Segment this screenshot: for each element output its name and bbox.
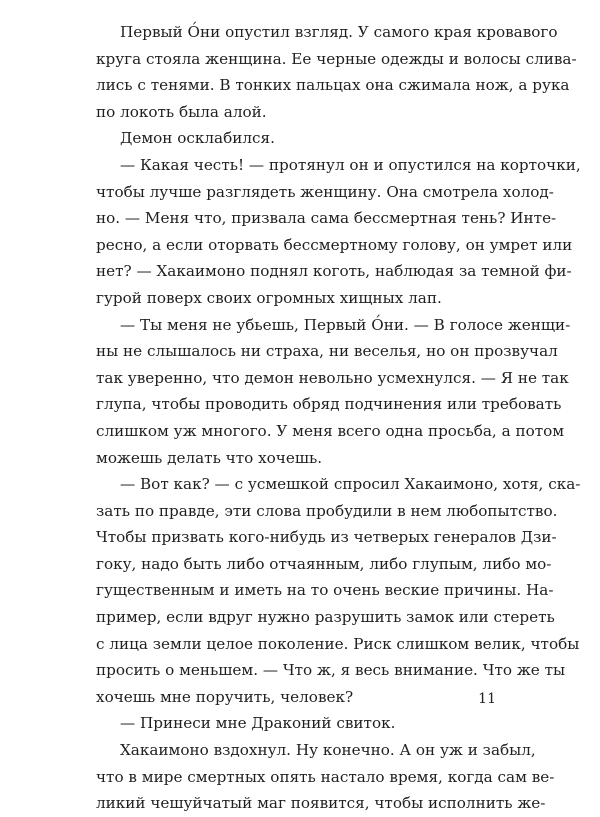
text-line: чтобы лучше разглядеть женщину. Она смотрела холод-: [96, 182, 554, 201]
text-line: лись с тенями. В тонких пальцах она сжимала нож, а рука: [96, 76, 570, 95]
page-number: 11: [478, 691, 496, 707]
text-line: зать по правде, эти слова пробудили в нем любопытство.: [96, 501, 558, 520]
text-line: гоку, надо быть либо отчаянным, либо глупым, либо мо-: [96, 554, 552, 573]
text-line: что в мире смертных опять настало время, когда сам ве-: [96, 767, 555, 786]
text-line: Демон осклабился.: [120, 129, 275, 148]
text-line: глупа, чтобы проводить обряд подчинения или требовать: [96, 395, 562, 414]
text-line: пример, если вдруг нужно разрушить замок или стереть: [96, 608, 555, 627]
text-line: так уверенно, что демон невольно усмехнулся. — Я не так: [96, 368, 569, 387]
body-text: [96, 19, 581, 817]
text-line: слишком уж многого. У меня всего одна просьба, а потом: [96, 421, 565, 440]
text-line: просить о меньшем. — Что ж, я весь внимание. Что же ты: [96, 661, 566, 680]
text-line: — Ты меня не убьешь, Первый О́ни. — В голосе женщи-: [120, 315, 571, 334]
text-line: Первый О́ни опустил взгляд. У самого края кровавого: [120, 23, 558, 41]
text-line: но. — Меня что, призвала сама бессмертная тень? Инте-: [96, 209, 557, 228]
text-line: — Какая честь! — протянул он и опустился на корточки,: [120, 155, 581, 174]
text-line: гущественным и иметь на то очень веские причины. На-: [96, 581, 554, 600]
text-line: нет? — Хакаимоно поднял коготь, наблюдая за темной фи-: [96, 262, 572, 281]
text-line: круга стояла женщина. Ее черные одежды и волосы слива-: [96, 49, 577, 68]
text-line: Чтобы призвать кого-нибудь из четверых генералов Дзи-: [96, 528, 557, 547]
text-line: Хакаимоно вздохнул. Ну конечно. А он уж и забыл,: [120, 741, 536, 760]
text-line: гурой поверх своих огромных хищных лап.: [96, 288, 442, 307]
text-line: ликий чешуйчатый маг появится, чтобы исполнить же-: [96, 794, 546, 813]
text-line: хочешь мне поручить, человек?: [96, 687, 354, 706]
text-line: с лица земли целое поколение. Риск слишком велик, чтобы: [96, 634, 580, 653]
text-line: по локоть была алой.: [96, 102, 267, 121]
text-line: можешь делать что хочешь.: [96, 448, 323, 467]
text-line: — Вот как? — с усмешкой спросил Хакаимоно, хотя, ска-: [120, 475, 581, 494]
text-line: ресно, а если оторвать бессмертному голову, он умрет или: [96, 235, 573, 254]
text-line: ны не слышалось ни страха, ни веселья, но он прозвучал: [96, 342, 558, 361]
text-line: — Принеси мне Драконий свиток.: [120, 714, 396, 733]
